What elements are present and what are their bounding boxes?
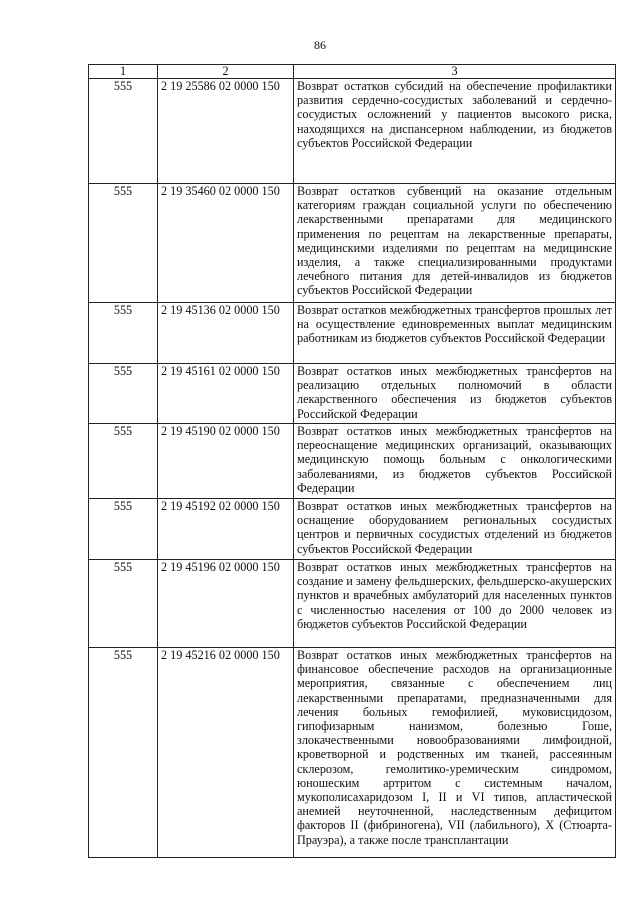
revenue-name-cell: Возврат остатков межбюджетных трансфертов прошлых лет на осуществление единовременных выплат медицинским работникам из бюджетов субъектов Российской Федерации [294,303,616,364]
table-row [89,648,616,858]
revenue-name-cell: Возврат остатков субсидий на обеспечение профилактики развития сердечно-сосудистых заболеваний и сердечно-сосудистых осложнений у пациентов высокого риска, находящихся на диспансерном наблюдении, из бюджетов субъектов Российской Федерации [294,79,616,184]
admin-code-cell: 555 [89,79,158,184]
budget-code-cell: 2 19 45196 02 0000 150 [158,560,294,648]
revenue-name-cell: Возврат остатков иных межбюджетных трансфертов на оснащение оборудованием региональных сосудистых центров и первичных сосудистых отделений из бюджетов субъектов Российской Федерации [294,499,616,560]
budget-code-cell: 2 19 45190 02 0000 150 [158,424,294,499]
revenue-name-cell: Возврат остатков иных межбюджетных трансфертов на переоснащение медицинских организаций, оказывающих медицинскую помощь больным с онкологическими заболеваниями, из бюджетов субъектов Российской Федерации [294,424,616,499]
table-row [89,79,616,184]
budget-code-cell: 2 19 45192 02 0000 150 [158,499,294,560]
table-row [89,303,616,364]
column-header-2: 2 [158,65,294,79]
revenue-name-cell: Возврат остатков иных межбюджетных трансфертов на реализацию отдельных полномочий в области лекарственного обеспечения из бюджетов субъектов Российской Федерации [294,364,616,424]
budget-code-cell: 2 19 35460 02 0000 150 [158,184,294,303]
budget-code-cell: 2 19 45161 02 0000 150 [158,364,294,424]
column-header-3: 3 [294,65,616,79]
admin-code-cell: 555 [89,560,158,648]
table-row [89,499,616,560]
revenue-name-cell: Возврат остатков иных межбюджетных трансфертов на финансовое обеспечение расходов на организационные мероприятия, связанные с обеспечением лиц лекарственными препаратами, предназначенными для лечения больных гемофилией, муковисцидозом, гипофизарным нанизмом, болезнью Гоше, злокачественными новообразованиями лимфоидной, кроветворной и родственных им тканей, рассеянным склерозом, гемолитико-уремическим синдромом, юношеским артритом с системным началом, мукополисахаридозом I, II и VI типов, апластической анемией неуточненной, наследственным дефицитом факторов II (фибриногена), VII (лабильного), X (Стюарта-Прауэра), а также после трансплантации [294,648,616,858]
table-header-row [89,65,616,79]
admin-code-cell: 555 [89,648,158,858]
table-row [89,424,616,499]
admin-code-cell: 555 [89,424,158,499]
admin-code-cell: 555 [89,499,158,560]
budget-code-cell: 2 19 45136 02 0000 150 [158,303,294,364]
table-row [89,184,616,303]
admin-code-cell: 555 [89,303,158,364]
page-number: 86 [314,38,326,52]
budget-code-cell: 2 19 45216 02 0000 150 [158,648,294,858]
budget-code-cell: 2 19 25586 02 0000 150 [158,79,294,184]
revenue-name-cell: Возврат остатков субвенций на оказание отдельным категориям граждан социальной услуги по обеспечению лекарственными препаратами для медицинского применения по рецептам на лекарственные препараты, медицинскими изделиями по рецептам на медицинские изделия, а также специализированными продуктами лечебного питания для детей-инвалидов из бюджетов субъектов Российской Федерации [294,184,616,303]
admin-code-cell: 555 [89,184,158,303]
table-row [89,364,616,424]
admin-code-cell: 555 [89,364,158,424]
column-header-1: 1 [89,65,158,79]
budget-classification-table [88,64,616,858]
table-row [89,560,616,648]
revenue-name-cell: Возврат остатков иных межбюджетных трансфертов на создание и замену фельдшерских, фельдшерско-акушерских пунктов и врачебных амбулаторий для населенных пунктов с численностью населения от 100 до 2000 человек из бюджетов субъектов Российской Федерации [294,560,616,648]
